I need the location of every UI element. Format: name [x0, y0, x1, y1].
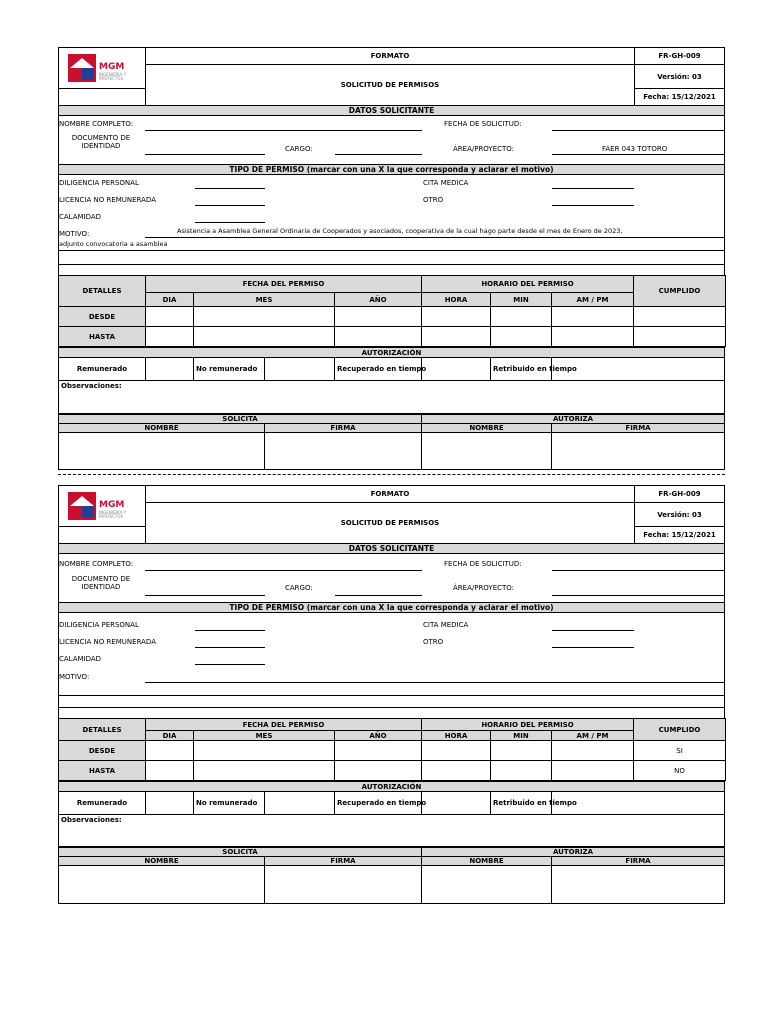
solicita-nombre-field[interactable] [59, 866, 265, 904]
desde-dia-cell[interactable] [146, 307, 194, 327]
recuperado-label: Recuperado en tiempo [335, 358, 422, 381]
nombre-label: NOMBRE COMPLETO: [59, 120, 134, 128]
logo-subtitle: INGENIERÍA Y PROYECTOS [99, 510, 126, 519]
mes-header: MES [194, 731, 335, 741]
desde-ampm-cell[interactable] [552, 307, 634, 327]
licencia-label: LICENCIA NO REMUNERADA [59, 196, 156, 204]
dia-header: DIA [146, 731, 194, 741]
hasta-anio-cell[interactable] [335, 761, 422, 781]
cita-label: CITA MEDICA [423, 621, 469, 629]
desde-cumplido-cell[interactable] [634, 307, 726, 327]
section-title: DATOS SOLICITANTE [59, 544, 724, 554]
otro-checkbox[interactable] [552, 205, 634, 206]
no-remunerado-checkbox[interactable] [265, 358, 335, 381]
area-field[interactable] [552, 154, 725, 155]
nombre-field[interactable] [145, 130, 422, 131]
retribuido-checkbox[interactable] [552, 792, 725, 815]
cargo-field[interactable] [335, 154, 422, 155]
otro-label: OTRO [423, 638, 444, 646]
hasta-dia-cell[interactable] [146, 761, 194, 781]
hasta-mes-cell[interactable] [194, 327, 335, 347]
cita-checkbox[interactable] [552, 188, 634, 189]
documento-field[interactable] [145, 595, 265, 596]
ampm-header: AM / PM [552, 293, 634, 307]
desde-min-cell[interactable] [491, 307, 552, 327]
nombre-label: NOMBRE COMPLETO: [59, 560, 134, 568]
motivo-line [145, 237, 725, 238]
autoriza-firma-field[interactable] [552, 866, 725, 904]
observaciones-field[interactable] [59, 815, 725, 847]
desde-dia-cell[interactable] [146, 741, 194, 761]
autorizacion-table [58, 347, 725, 414]
licencia-label: LICENCIA NO REMUNERADA [59, 638, 156, 646]
permit-form-1 [58, 47, 725, 470]
solicita-firma-field[interactable] [265, 433, 422, 470]
retribuido-label: Retribuido en tiempo [491, 792, 552, 815]
autorizacion-header: AUTORIZACIÓN [59, 782, 725, 792]
logo-wordmark: MGM [99, 62, 125, 72]
area-field[interactable] [552, 595, 725, 596]
desde-ampm-cell[interactable] [552, 741, 634, 761]
calamidad-label: CALAMIDAD [59, 655, 102, 663]
observaciones-field[interactable] [59, 381, 725, 414]
cargo-label: CARGO: [285, 584, 313, 592]
hasta-label: HASTA [59, 327, 146, 347]
hasta-anio-cell[interactable] [335, 327, 422, 347]
no-remunerado-label: No remunerado [194, 358, 265, 381]
logo-cell [59, 48, 146, 89]
area-label: ÁREA/PROYECTO: [453, 145, 515, 153]
recuperado-label: Recuperado en tiempo [335, 792, 422, 815]
hasta-ampm-cell[interactable] [552, 761, 634, 781]
remunerado-label: Remunerado [59, 792, 146, 815]
desde-label: DESDE [59, 741, 146, 761]
form-title: SOLICITUD DE PERMISOS [146, 503, 635, 544]
area-value[interactable]: FAER 043 TOTORO [602, 145, 668, 153]
horario-permiso-header: HORARIO DEL PERMISO [422, 276, 634, 293]
mes-header: MES [194, 293, 335, 307]
logo-cell [59, 486, 146, 527]
desde-mes-cell[interactable] [194, 307, 335, 327]
desde-hora-cell[interactable] [422, 307, 491, 327]
cumplido-header: CUMPLIDO [634, 276, 726, 307]
autoriza-firma-header: FIRMA [552, 424, 725, 433]
dia-header: DIA [146, 293, 194, 307]
mgm-logo [63, 48, 141, 88]
fecha-solicitud-field[interactable] [552, 570, 725, 571]
observaciones-label: Observaciones: [61, 382, 122, 390]
remunerado-checkbox[interactable] [146, 358, 194, 381]
min-header: MIN [491, 293, 552, 307]
fecha-permiso-header: FECHA DEL PERMISO [146, 719, 422, 731]
hora-header: HORA [422, 293, 491, 307]
otro-checkbox[interactable] [552, 647, 634, 648]
observaciones-label: Observaciones: [61, 816, 122, 824]
desde-anio-cell[interactable] [335, 741, 422, 761]
datos-solicitante-section [58, 106, 725, 164]
tipo-permiso-section [58, 164, 725, 265]
formato-label: FORMATO [146, 48, 635, 65]
autoriza-header: AUTORIZA [422, 848, 725, 857]
desde-cumplido-cell[interactable]: SI [634, 741, 726, 761]
logo-subtitle: INGENIERÍA Y PROYECTOS [99, 72, 126, 81]
no-remunerado-checkbox[interactable] [265, 792, 335, 815]
desde-anio-cell[interactable] [335, 307, 422, 327]
hasta-min-cell[interactable] [491, 761, 552, 781]
documento-label: DOCUMENTO DE IDENTIDAD [71, 134, 131, 150]
datos-solicitante-section [58, 544, 725, 602]
autorizacion-table [58, 781, 725, 847]
form-title: SOLICITUD DE PERMISOS [146, 65, 635, 106]
autorizacion-header: AUTORIZACIÓN [59, 348, 725, 358]
anio-header: AÑO [335, 731, 422, 741]
form-date: Fecha: 15/12/2021 [635, 527, 725, 544]
section-title: TIPO DE PERMISO (marcar con una X la que corresponda y aclarar el motivo) [59, 164, 724, 175]
solicita-firma-header: FIRMA [265, 424, 422, 433]
desde-min-cell[interactable] [491, 741, 552, 761]
cut-line [58, 474, 725, 475]
solicita-header: SOLICITA [59, 415, 422, 424]
solicita-header: SOLICITA [59, 848, 422, 857]
logo-wordmark: MGM [99, 500, 125, 510]
desde-mes-cell[interactable] [194, 741, 335, 761]
diligencia-checkbox[interactable] [195, 630, 265, 631]
autoriza-nombre-field[interactable] [422, 866, 552, 904]
motivo-label: MOTIVO: [59, 230, 90, 238]
form-version: Versión: 03 [635, 503, 725, 527]
no-remunerado-label: No remunerado [194, 792, 265, 815]
fechas-table [58, 275, 726, 347]
cita-checkbox[interactable] [552, 630, 634, 631]
calamidad-label: CALAMIDAD [59, 213, 102, 221]
anio-header: AÑO [335, 293, 422, 307]
section-title: DATOS SOLICITANTE [59, 106, 724, 116]
nombre-field[interactable] [145, 570, 422, 571]
autoriza-header: AUTORIZA [422, 415, 725, 424]
retribuido-label: Retribuido en tiempo [491, 358, 552, 381]
motivo-text-line2[interactable]: adjunto convocatoria a asamblea [59, 240, 168, 248]
hasta-mes-cell[interactable] [194, 761, 335, 781]
permit-form-2 [58, 485, 725, 904]
recuperado-checkbox[interactable] [422, 358, 491, 381]
form-code: FR-GH-009 [635, 486, 725, 503]
hasta-min-cell[interactable] [491, 327, 552, 347]
table-row [59, 327, 726, 347]
diligencia-label: DILIGENCIA PERSONAL [59, 621, 139, 629]
motivo-text-line1[interactable]: Asistencia a Asamblea General Ordinaria de Cooperados y asociados, cooperativa de la cual hago parte desde el mes de Enero de 2023, [177, 227, 623, 235]
hasta-hora-cell[interactable] [422, 327, 491, 347]
area-label: ÁREA/PROYECTO: [453, 584, 515, 592]
form-header [58, 485, 725, 544]
licencia-checkbox[interactable] [195, 205, 265, 206]
cargo-field[interactable] [335, 595, 422, 596]
autoriza-firma-header: FIRMA [552, 857, 725, 866]
formato-label: FORMATO [146, 486, 635, 503]
tipo-permiso-section [58, 602, 725, 708]
diligencia-label: DILIGENCIA PERSONAL [59, 179, 139, 187]
documento-field[interactable] [145, 154, 265, 155]
licencia-checkbox[interactable] [195, 647, 265, 648]
mgm-logo [63, 486, 141, 526]
calamidad-checkbox[interactable] [195, 664, 265, 665]
otro-label: OTRO [423, 196, 444, 204]
ampm-header: AM / PM [552, 731, 634, 741]
form-version: Versión: 03 [635, 65, 725, 89]
hasta-ampm-cell[interactable] [552, 327, 634, 347]
fechas-table [58, 718, 726, 781]
fecha-solicitud-label: FECHA DE SOLICITUD: [444, 120, 522, 128]
form-code: FR-GH-009 [635, 48, 725, 65]
motivo-line [59, 695, 725, 696]
fecha-solicitud-label: FECHA DE SOLICITUD: [444, 560, 522, 568]
solicita-firma-header: FIRMA [265, 857, 422, 866]
calamidad-checkbox[interactable] [195, 222, 265, 223]
firmas-table [58, 847, 725, 904]
remunerado-label: Remunerado [59, 358, 146, 381]
remunerado-checkbox[interactable] [146, 792, 194, 815]
autoriza-nombre-header: NOMBRE [422, 857, 552, 866]
solicita-firma-field[interactable] [265, 866, 422, 904]
form-date: Fecha: 15/12/2021 [635, 89, 725, 106]
cumplido-header: CUMPLIDO [634, 719, 726, 741]
min-header: MIN [491, 731, 552, 741]
desde-hora-cell[interactable] [422, 741, 491, 761]
autoriza-nombre-header: NOMBRE [422, 424, 552, 433]
hasta-cumplido-cell[interactable] [634, 327, 726, 347]
hasta-cumplido-cell[interactable]: NO [634, 761, 726, 781]
form-header [58, 47, 725, 106]
autoriza-nombre-field[interactable] [422, 433, 552, 470]
motivo-line [59, 250, 725, 251]
fecha-permiso-header: FECHA DEL PERMISO [146, 276, 422, 293]
firmas-table [58, 414, 725, 470]
table-row [59, 741, 726, 761]
table-row [59, 307, 726, 327]
autoriza-firma-field[interactable] [552, 433, 725, 470]
table-row [59, 761, 726, 781]
hasta-hora-cell[interactable] [422, 761, 491, 781]
cita-label: CITA MEDICA [423, 179, 469, 187]
recuperado-checkbox[interactable] [422, 792, 491, 815]
solicita-nombre-header: NOMBRE [59, 857, 265, 866]
desde-label: DESDE [59, 307, 146, 327]
cargo-label: CARGO: [285, 145, 313, 153]
detalles-header: DETALLES [59, 276, 146, 307]
retribuido-checkbox[interactable] [552, 358, 725, 381]
horario-permiso-header: HORARIO DEL PERMISO [422, 719, 634, 731]
motivo-field[interactable] [145, 682, 725, 683]
documento-label: DOCUMENTO DE IDENTIDAD [71, 575, 131, 591]
solicita-nombre-field[interactable] [59, 433, 265, 470]
hasta-dia-cell[interactable] [146, 327, 194, 347]
motivo-label: MOTIVO: [59, 673, 90, 681]
hasta-label: HASTA [59, 761, 146, 781]
hora-header: HORA [422, 731, 491, 741]
solicita-nombre-header: NOMBRE [59, 424, 265, 433]
detalles-header: DETALLES [59, 719, 146, 741]
diligencia-checkbox[interactable] [195, 188, 265, 189]
section-title: TIPO DE PERMISO (marcar con una X la que corresponda y aclarar el motivo) [59, 602, 724, 613]
fecha-solicitud-field[interactable] [552, 130, 725, 131]
